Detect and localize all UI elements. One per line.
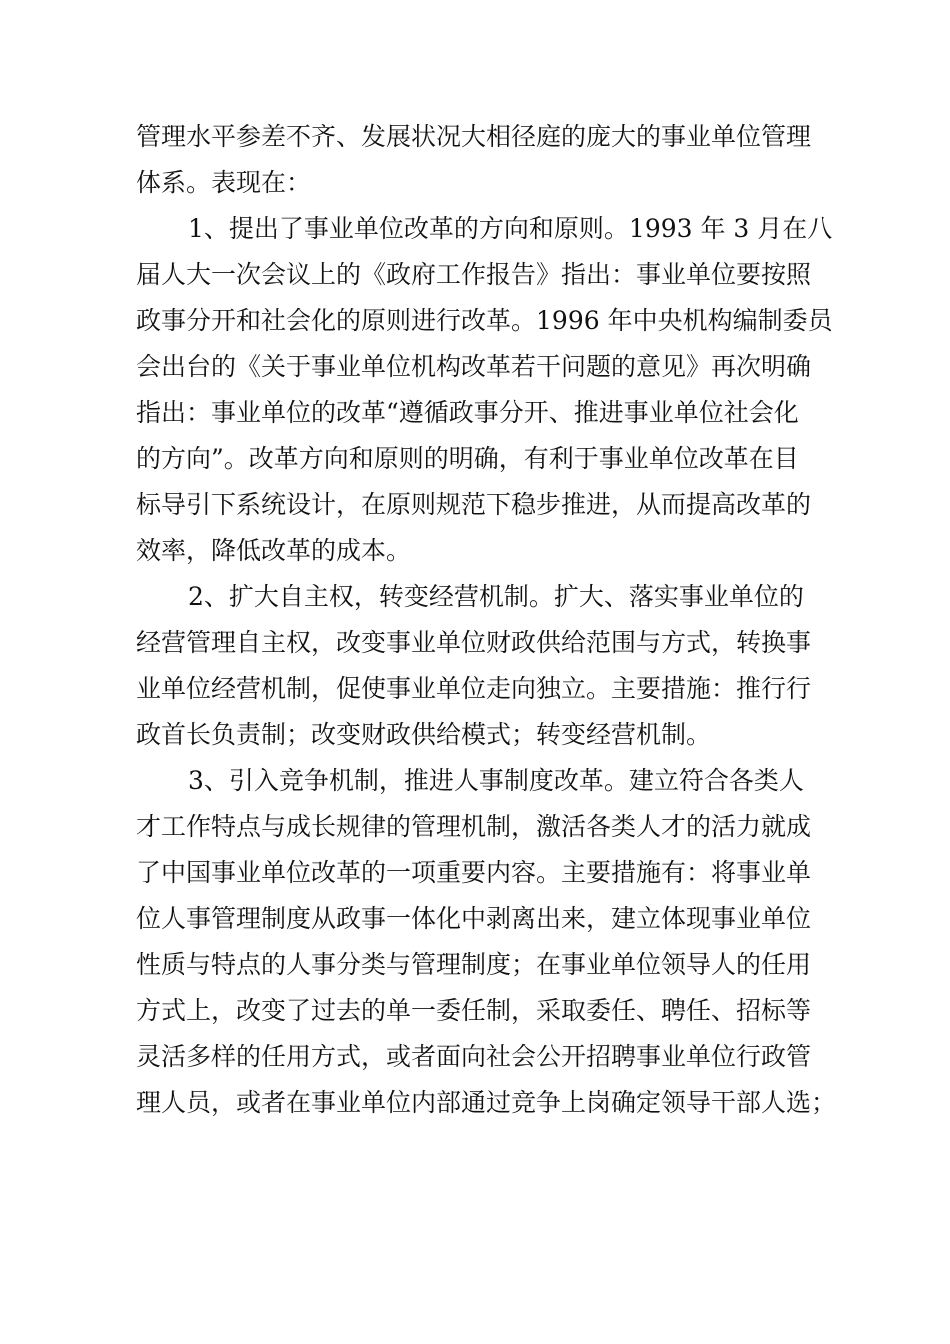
text-line: 才工作特点与成长规律的管理机制，激活各类人才的活力就成: [136, 812, 812, 841]
text-line: 业单位经营机制，促使事业单位走向独立。主要措施：推行行: [136, 674, 812, 703]
text-line: 会出台的《关于事业单位机构改革若干问题的意见》再次明确: [136, 352, 812, 381]
text-line: 经营管理自主权，改变事业单位财政供给范围与方式，转换事: [136, 628, 812, 657]
text-line: 性质与特点的人事分类与管理制度；在事业单位领导人的任用: [136, 950, 812, 979]
text-line: 方式上，改变了过去的单一委任制，采取委任、聘任、招标等: [136, 996, 812, 1025]
text-line: 灵活多样的任用方式，或者面向社会公开招聘事业单位行政管: [136, 1042, 812, 1071]
text-line: 位人事管理制度从政事一体化中剥离出来，建立体现事业单位: [136, 904, 812, 933]
text-line: 了中国事业单位改革的一项重要内容。主要措施有：将事业单: [136, 858, 812, 887]
text-line: 政事分开和社会化的原则进行改革。1996 年中央机构编制委员: [136, 306, 833, 335]
text-line: 的方向”。改革方向和原则的明确，有利于事业单位改革在目: [136, 444, 799, 473]
document-body: [136, 114, 836, 1126]
text-line: 理人员，或者在事业单位内部通过竞争上岗确定领导干部人选；: [136, 1088, 837, 1117]
paragraph-start-line: 2、扩大自主权，转变经营机制。扩大、落实事业单位的: [188, 582, 804, 611]
text-line: 届人大一次会议上的《政府工作报告》指出：事业单位要按照: [136, 260, 812, 289]
text-line: 体系。表现在：: [136, 168, 312, 197]
paragraph-start-line: 3、引入竞争机制，推进人事制度改革。建立符合各类人: [188, 766, 804, 795]
text-line: 管理水平参差不齐、发展状况大相径庭的庞大的事业单位管理: [136, 122, 812, 151]
paragraph-start-line: 1、提出了事业单位改革的方向和原则。1993 年 3 月在八: [188, 214, 833, 243]
text-line: 效率，降低改革的成本。: [136, 536, 412, 565]
text-line: 标导引下系统设计，在原则规范下稳步推进，从而提高改革的: [136, 490, 812, 519]
text-line: 指出：事业单位的改革“遵循政事分开、推进事业单位社会化: [136, 398, 799, 427]
text-line: 政首长负责制；改变财政供给模式；转变经营机制。: [136, 720, 712, 749]
